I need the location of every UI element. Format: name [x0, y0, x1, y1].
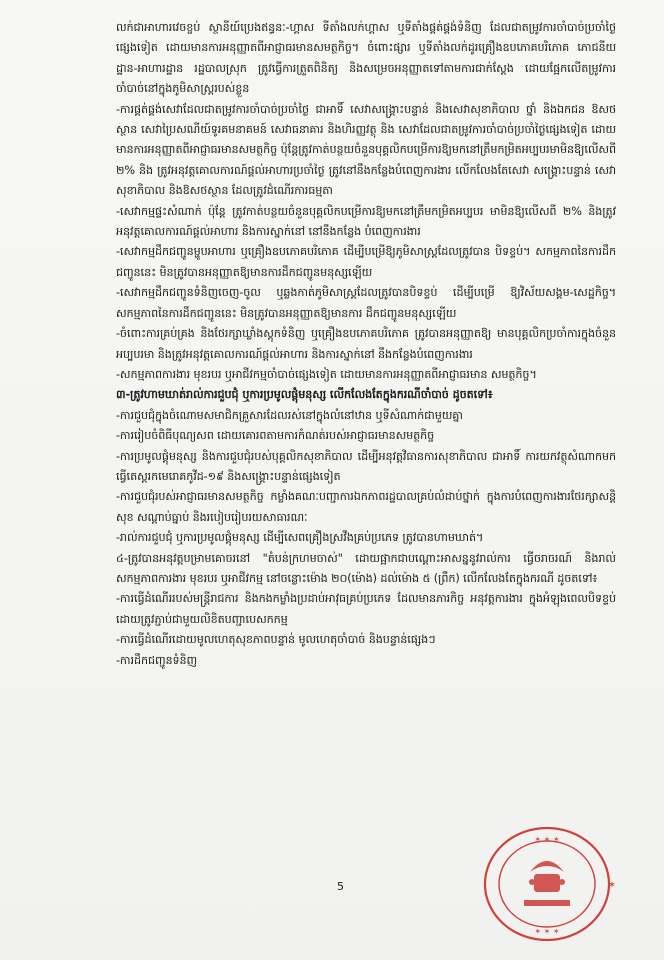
list-item: -សកម្មភាពការងារ មុខរបរ ឬអាជីវកម្មចាំបាច់ផ្សេងទៀត ដោយមានការអនុញ្ញាតពីអាជ្ញាធរមាន សមត្ថកិច្ច។ — [116, 367, 537, 381]
svg-text:✶ ✶ ✶: ✶ ✶ ✶ — [534, 835, 560, 844]
list-item: -ការជួបជុំរបស់អាជ្ញាធរមានសមត្ថកិច្ច កម្លាំងគណៈបញ្ជាការឯកភាពរដ្ឋបាលគ្រប់លំដាប់ថ្នាក់ ក្នុងការបំពេញការងារថែរក្សាសន្តិសុខ សណ្តាប់ធ្នាប់ និងរបៀបរៀបរយសាធារណៈ — [116, 490, 616, 524]
list-item: -ការដឹកជញ្ជូនទំនិញ — [116, 653, 198, 667]
official-seal-icon — [472, 820, 622, 948]
page-number: 5 — [337, 880, 344, 893]
official-seal-icon — [472, 820, 622, 948]
list-item: -ការផ្គត់ផ្គង់សេវាដែលជាតម្រូវការចាំបាច់ប្រចាំថ្ងៃ ជាអាទិ៍ សេវាសង្គ្រោះបន្ទាន់ និងសេវាសុខាភិបាល ថ្នាំ និងឯកជន ឱសថស្ថាន សេវាប្រៃសណីយ៍ទូរគមនាគមន៍ សេវាធនាគារ និងហិរញ្ញវត្ថុ និង សេវាដែលជាតម្រូវការចាំបាច់ប្រចាំថ្ងៃផ្សេងទៀត ដោយមានការអនុញ្ញាតពីអាជ្ញាធរមានសមត្ថកិច្ច ប៉ុន្តែត្រូវកាត់បន្ថយចំនួនបុគ្គលិកបម្រើការឱ្យមកនៅត្រឹមកម្រិតអប្បបរមាមិនឱ្យលើសពី ២% និង ត្រូវអនុវត្តគោលការណ៍ផ្តល់អាហារប្រចាំថ្ងៃ ត្រូវនៅនឹងកន្លែងបំពេញការងារ លើកលែងតែសេវា សង្គ្រោះបន្ទាន់ សេវាសុខាភិបាល និងឱសថស្ថាន ដែលត្រូវដំណើរការធម្មតា — [116, 102, 616, 198]
document-body — [116, 18, 616, 671]
section-heading-3: ៣-ត្រូវហាមឃាត់រាល់ការជួបជុំ ឬការប្រមូលផ្តុំមនុស្ស លើកលែងតែក្នុងករណីចាំបាច់ ដូចតទៅ៖ — [116, 388, 493, 402]
list-item: -រាល់ការជួបជុំ ឬការប្រមូលផ្តុំមនុស្ស ដើម្បីសេពគ្រឿងស្រវឹងគ្រប់ប្រភេទ ត្រូវបានហាមឃាត់។ — [116, 531, 484, 545]
list-item: -ការធ្វើដំណើរដោយមូលហេតុសុខភាពបន្ទាន់ មូលហេតុចាំបាច់ និងបន្ទាន់ផ្សេងៗ — [116, 633, 436, 647]
svg-text:✶ ✶ ✶: ✶ ✶ ✶ — [534, 927, 560, 936]
section-paragraph-4: ៤-ត្រូវបានអនុវត្តបម្រាមគោចរនៅ "តំបន់ក្រហមចាស់" ដោយផ្អាកជាបណ្តោះអាសន្ននូវរាល់ការ ធ្វើចរាចរណ៍ និងរាល់សកម្មភាពការងារ មុខរបរ ឬអាជីវកម្ម នៅចន្លោះម៉ោង ២០(ម៉ោង) ដល់ម៉ោង ៥ (ព្រឹក) លើកលែងតែក្នុងករណី ដូចតទៅ៖ — [116, 551, 616, 585]
list-item: -ចំពោះការគ្រប់គ្រង និងថែរក្សាឃ្លាំងស្តុកទំនិញ ឬគ្រឿងឧបភោគបរិភោគ ត្រូវបានអនុញ្ញាតឱ្យ មានបុគ្គលិកប្រចាំការក្នុងចំនួនអប្បបរមា និងត្រូវអនុវត្តគោលការណ៍ផ្តល់អាហារ និងការស្នាក់នៅ នឹងកន្លែងបំពេញការងារ — [116, 327, 616, 361]
list-item: -ការជួបជុំក្នុងចំណោមសមាជិកគ្រួសារដែលរស់នៅក្នុងលំនៅឋាន ឬទីសំណាក់ជាមួយគ្នា — [116, 408, 463, 422]
list-item: -ការប្រមូលផ្តុំមនុស្ស និងការជួបជុំរបស់បុគ្គលិកសុខាភិបាល ដើម្បីអនុវត្តវិធានការសុខាភិបាល ជាអាទិ៍ ការយកវត្ថុសំណាកមកធ្វើតេស្តរកមេរោគកូវីដ-១៩ និងសង្គ្រោះបន្ទាន់ផ្សេងទៀត — [116, 449, 616, 483]
list-item: -សេវាកម្មដឹកជញ្ជូនម្ហូបអាហារ ឬគ្រឿងឧបភោគបរិភោគ ដើម្បីបម្រើឱ្យភូមិសាស្ត្រដែលត្រូវបាន បិទខ្ទប់។ សកម្មភាពនៃការដឹកជញ្ជូននេះ មិនត្រូវបានអនុញ្ញាតឱ្យមានការដឹកជញ្ជូនមនុស្សឡើយ — [116, 245, 616, 279]
list-item: -សេវាកម្មដឹកជញ្ជូនទំនិញចេញ-ចូល ឬឆ្លងកាត់ភូមិសាស្ត្រដែលត្រូវបានបិទខ្ទប់ ដើម្បីបម្រើ ឱ្យវិស័យសង្គម-សេដ្ឋកិច្ច។ សកម្មភាពនៃការដឹកជញ្ជូននេះ មិនត្រូវបានអនុញ្ញាតឱ្យមានការ ដឹកជញ្ជូនមនុស្សឡើយ — [116, 286, 616, 320]
svg-text:✶: ✶ — [607, 880, 617, 891]
list-item: -ការរៀបចំពិធីបុណ្យសព ដោយគោរពតាមការកំណត់របស់អាជ្ញាធរមានសមត្ថកិច្ច — [116, 429, 435, 443]
list-item: -សេវាកម្មផ្ទះសំណាក់ ប៉ុន្តែ ត្រូវកាត់បន្ថយចំនួនបុគ្គលិកបម្រើការឱ្យមកនៅត្រឹមកម្រិតអប្បបរ មាមិនឱ្យលើសពី ២% និងត្រូវអនុវត្តគោលការណ៍ផ្តល់អាហារ និងការស្នាក់នៅ នៅនឹងកន្លែង បំពេញការងារ — [116, 204, 616, 239]
paragraph-intro: លក់ជាអាហារវេចខ្ចប់ ស្ថានីយ៍ប្រេងឥន្ធនៈ-ហ្គាស ទីតាំងលក់ហ្គាស ឬទីតាំងផ្គត់ផ្គង់ទំនិញ ដែលជាតម្រូវការចាំបាច់ប្រចាំថ្ងៃផ្សេងទៀត ដោយមានការអនុញ្ញាតពីអាជ្ញាធរមានសមត្ថកិច្ច។ ចំពោះផ្សារ ឬទីតាំងលក់ដូរគ្រឿងឧបភោគបរិភោគ ភោជនីយដ្ឋាន-អាហារដ្ឋាន រដ្ឋបាលស្រុក ត្រូវធ្វើការត្រួតពិនិត្យ និងសម្រេចអនុញ្ញាតទៅតាមការជាក់ស្តែង ដោយផ្អែកលើតម្រូវការ ចាំបាច់នៅក្នុងភូមិសាស្ត្ររបស់ខ្លួន — [116, 21, 616, 96]
list-item: -ការធ្វើដំណើររបស់មន្ត្រីរាជការ និងកងកម្លាំងប្រដាប់អាវុធគ្រប់ប្រភេទ ដែលមានភារកិច្ច អនុវត្តការងារ ក្នុងអំឡុងពេលបិទខ្ទប់ ដោយត្រូវភ្ជាប់ជាមួយលិខិតបញ្ជាបេសកកម្ម — [116, 592, 616, 626]
